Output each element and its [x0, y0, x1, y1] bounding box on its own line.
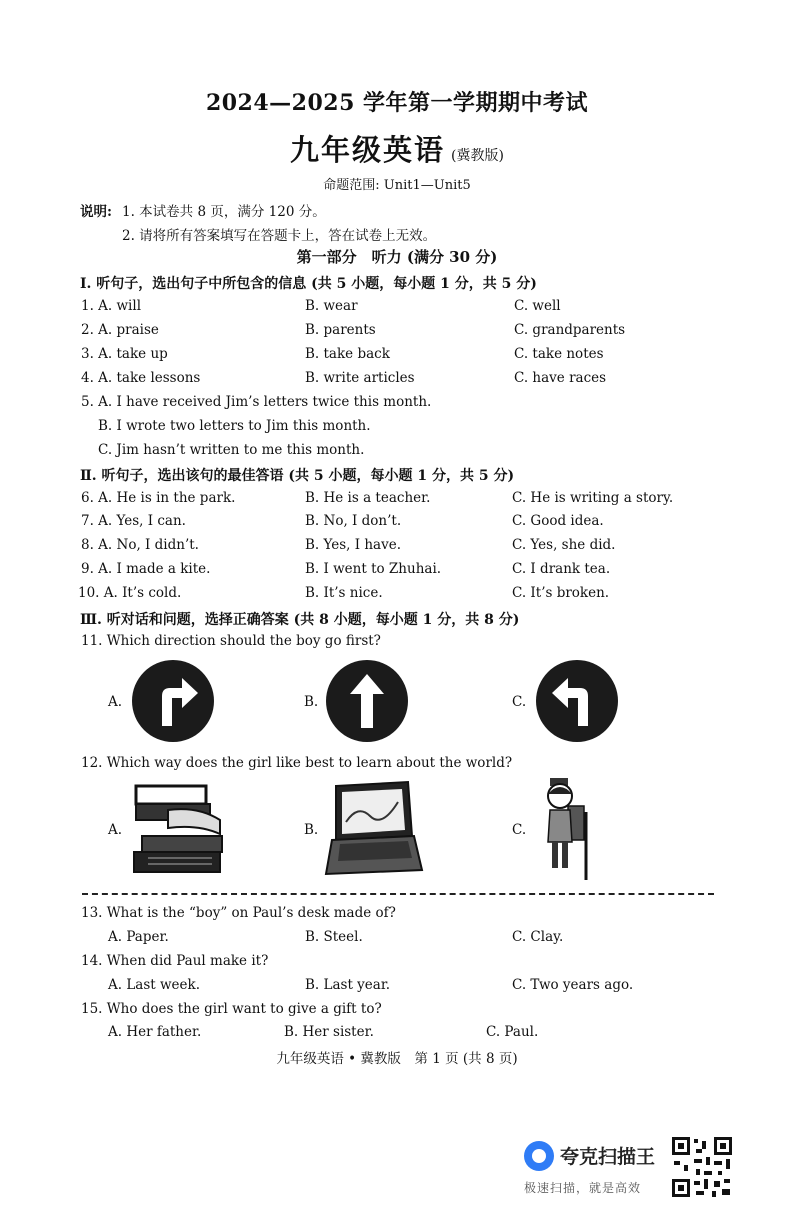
q5-option-a: 5. A. I have received Jim’s letters twice this month. [81, 394, 432, 410]
scanner-slogan: 极速扫描，就是高效 [524, 1181, 642, 1195]
q3-option-a: 3. A. take up [81, 346, 168, 362]
q3-option-b: B. take back [305, 346, 390, 362]
q8-option-a: 8. A. No, I didn’t. [81, 537, 199, 553]
subject-name: 九年级英语 [290, 133, 446, 167]
subject-title [0, 128, 794, 169]
instruction-line-2: 2. 请将所有答案填写在答题卡上，答在试卷上无效。 [122, 228, 437, 244]
q5-option-c: C. Jim hasn’t written to me this month. [98, 442, 365, 458]
turn-left-sign-icon [536, 660, 618, 742]
turn-right-sign-icon [132, 660, 214, 742]
q1-option-c: C. well [514, 298, 561, 314]
q7-option-c: C. Good idea. [512, 513, 604, 529]
section-1-title: Ⅰ. 听句子，选出句子中所包含的信息 (共 5 小题，每小题 1 分，共 5 分) [80, 276, 537, 292]
q13-option-c: C. Clay. [512, 929, 564, 945]
laptop-icon [322, 778, 424, 878]
q11-label-b: B. [304, 694, 319, 710]
section-3-title: Ⅲ. 听对话和问题，选择正确答案 (共 8 小题，每小题 1 分，共 8 分) [80, 612, 520, 628]
section-2-title: Ⅱ. 听句子，选出该句的最佳答语 (共 5 小题，每小题 1 分，共 5 分) [80, 468, 515, 484]
instruction-line-1: 1. 本试卷共 8 页，满分 120 分。 [122, 204, 326, 220]
q3-option-c: C. take notes [514, 346, 604, 362]
q15-option-b: B. Her sister. [284, 1024, 374, 1040]
q6-option-c: C. He is writing a story. [512, 490, 674, 506]
q9-option-b: B. I went to Zhuhai. [305, 561, 442, 577]
q11-question: 11. Which direction should the boy go first? [81, 633, 381, 649]
q1-option-b: B. wear [305, 298, 358, 314]
q4-option-a: 4. A. take lessons [81, 370, 201, 386]
q1-option-a: 1. A. will [81, 298, 142, 314]
q10-option-c: C. It’s broken. [512, 585, 610, 601]
q5-option-b: B. I wrote two letters to Jim this month. [98, 418, 371, 434]
q8-option-b: B. Yes, I have. [305, 537, 402, 553]
books-icon [128, 780, 228, 880]
q12-label-a: A. [108, 822, 123, 838]
qr-code-icon [670, 1135, 734, 1199]
girl-traveler-icon [536, 776, 596, 882]
go-straight-sign-icon [326, 660, 408, 742]
cut-line-divider [82, 893, 714, 895]
q7-option-b: B. No, I don’t. [305, 513, 402, 529]
q7-option-a: 7. A. Yes, I can. [81, 513, 186, 529]
page-footer: 九年级英语 • 冀教版 第 1 页 (共 8 页) [276, 1051, 518, 1067]
q15-option-c: C. Paul. [486, 1024, 539, 1040]
q8-option-c: C. Yes, she did. [512, 537, 616, 553]
exam-scope: 命题范围: Unit1—Unit5 [323, 178, 471, 193]
part-title: 第一部分 听力 (满分 30 分) [296, 248, 498, 266]
scanner-brand: 夸克扫描王 [560, 1146, 656, 1168]
exam-title: 2024—2025 学年第一学期期中考试 [205, 90, 589, 116]
q9-option-c: C. I drank tea. [512, 561, 611, 577]
q2-option-b: B. parents [305, 322, 376, 338]
q9-option-a: 9. A. I made a kite. [81, 561, 211, 577]
q15-option-a: A. Her father. [108, 1024, 202, 1040]
q14-option-b: B. Last year. [305, 977, 391, 993]
q13-question: 13. What is the “boy” on Paul’s desk made of? [81, 905, 396, 921]
q2-option-c: C. grandparents [514, 322, 626, 338]
q14-question: 14. When did Paul make it? [81, 953, 269, 969]
edition-label: (冀教版) [451, 148, 504, 164]
q13-option-b: B. Steel. [305, 929, 363, 945]
q4-option-b: B. write articles [305, 370, 415, 386]
q10-option-b: B. It’s nice. [305, 585, 383, 601]
q15-question: 15. Who does the girl want to give a gift to? [81, 1001, 382, 1017]
q11-label-a: A. [108, 694, 123, 710]
q6-option-b: B. He is a teacher. [305, 490, 431, 506]
q12-question: 12. Which way does the girl like best to learn about the world? [81, 755, 513, 771]
q14-option-c: C. Two years ago. [512, 977, 634, 993]
q11-label-c: C. [512, 694, 527, 710]
q6-option-a: 6. A. He is in the park. [81, 490, 236, 506]
instructions-label: 说明: [80, 204, 112, 220]
q12-label-c: C. [512, 822, 527, 838]
q10-option-a: 10. A. It’s cold. [78, 585, 182, 601]
q14-option-a: A. Last week. [108, 977, 200, 993]
q2-option-a: 2. A. praise [81, 322, 159, 338]
q13-option-a: A. Paper. [108, 929, 169, 945]
q12-label-b: B. [304, 822, 319, 838]
quark-logo-icon [524, 1141, 554, 1171]
q4-option-c: C. have races [514, 370, 607, 386]
